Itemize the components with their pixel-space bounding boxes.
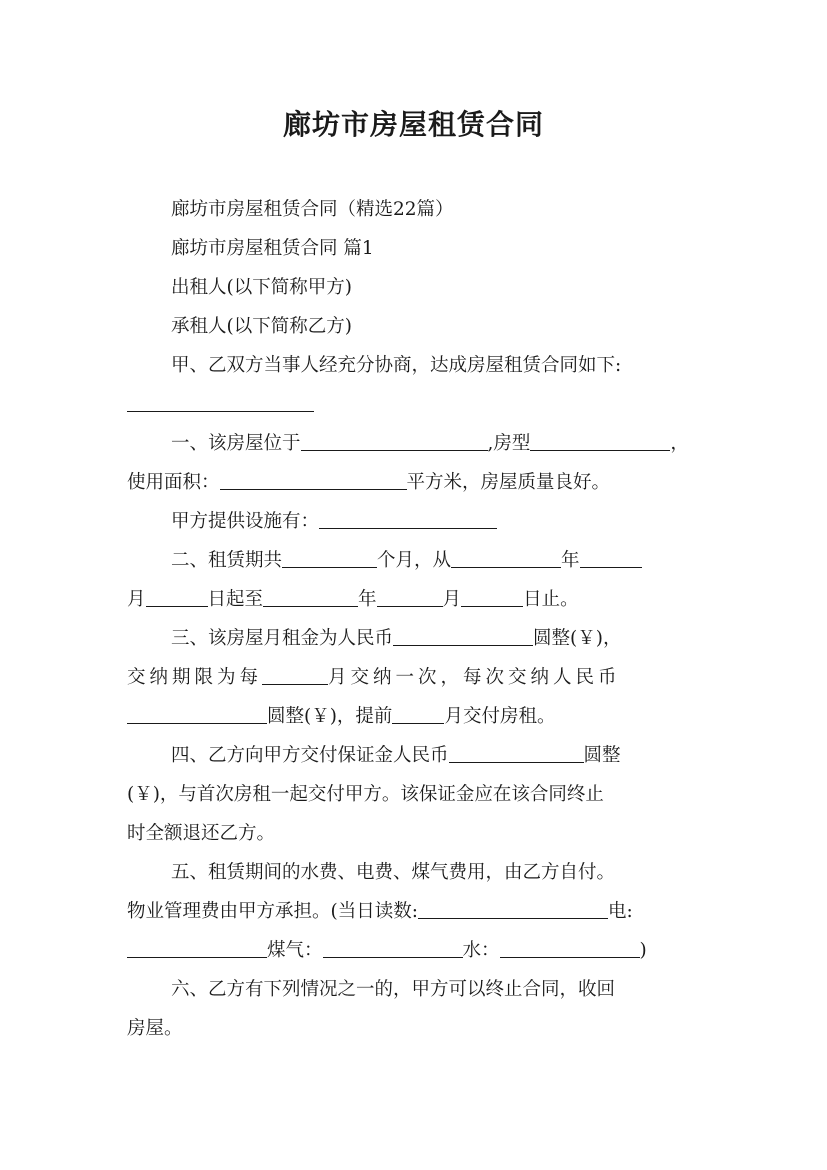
electric-reading-field[interactable] [127, 939, 267, 958]
clause-2-text-e: 日起至 [207, 589, 264, 610]
clause-2-text-d: 月 [127, 589, 146, 610]
end-year-field[interactable] [263, 588, 358, 607]
lease-months-field[interactable] [282, 549, 377, 568]
clause-1-line-2 [127, 463, 705, 502]
clause-5-line-2 [127, 892, 705, 931]
monthly-rent-field[interactable] [393, 627, 533, 646]
clause-5-text-d: 煤气： [267, 940, 323, 961]
facilities-field[interactable] [319, 510, 497, 529]
end-month-field[interactable] [377, 588, 443, 607]
document-title: 廊坊市房屋租赁合同 [282, 108, 544, 141]
clause-2-text-h: 日止。 [523, 589, 579, 610]
intro-line-2: 廊坊市房屋租赁合同 篇1 [171, 238, 374, 259]
clause-1-text-e: 平方米，房屋质量良好。 [406, 472, 611, 493]
clause-3-text-e: 圆整(￥)，提前 [267, 706, 393, 727]
clause-2-line-2 [127, 580, 705, 619]
deposit-field[interactable] [449, 744, 584, 763]
clause-2-text-b: 个月，从 [377, 550, 452, 571]
clause-3-text-b: 圆整(￥)， [533, 628, 622, 649]
clause-5-line-1: 五、租赁期间的水费、电费、煤气费用，由乙方自付。 [171, 862, 616, 883]
area-field[interactable] [220, 471, 407, 490]
clause-2-text-g: 月 [442, 589, 462, 610]
clause-1-line-1 [127, 424, 705, 463]
clause-2-text-c: 年 [561, 550, 580, 571]
clause-3-line-3 [127, 697, 705, 736]
clause-2-text-a: 二、租赁期共 [171, 550, 283, 571]
clause-1-text-a: 一、该房屋位于 [171, 433, 301, 454]
gas-reading-field[interactable] [323, 939, 463, 958]
advance-months-field[interactable] [392, 705, 444, 724]
blank-line [127, 385, 705, 424]
clause-3-text-c: 交纳期限为每 [127, 667, 263, 688]
clause-3-line-2 [127, 658, 705, 697]
start-month-field[interactable] [580, 549, 642, 568]
start-day-field[interactable] [146, 588, 208, 607]
start-year-field[interactable] [451, 549, 561, 568]
clause-6-line-1: 六、乙方有下列情况之一的，甲方可以终止合同，收回 [171, 979, 616, 1000]
lessor-line: 出租人(以下简称甲方) [171, 277, 352, 298]
clause-2-text-f: 年 [358, 589, 377, 610]
payment-interval-field[interactable] [262, 666, 328, 685]
clause-1-text-f: 甲方提供设施有： [171, 511, 320, 532]
clause-5-text-b: 物业管理费由甲方承担。(当日读数: [127, 901, 418, 922]
clause-5-text-f: ) [639, 940, 647, 961]
lessee-line: 承租人(以下简称乙方) [171, 316, 352, 337]
clause-4-line-2: (￥)，与首次房租一起交付甲方。该保证金应在该合同终止 [127, 784, 604, 805]
address-field[interactable] [301, 432, 488, 451]
clause-5-text-c: 电: [607, 901, 633, 922]
clause-2-line-1 [127, 541, 705, 580]
clause-3-text-d: 月交纳一次，每次交纳人民币 [328, 667, 621, 688]
meter-reading-field[interactable] [418, 900, 608, 919]
document-body [127, 190, 705, 1048]
clause-3-text-a: 三、该房屋月租金为人民币 [171, 628, 394, 649]
clause-1-text-d: 使用面积： [127, 472, 220, 493]
clause-5-text-e: 水： [462, 940, 500, 961]
water-reading-field[interactable] [500, 939, 640, 958]
clause-4-line-3: 时全额退还乙方。 [127, 823, 276, 844]
room-type-field[interactable] [530, 432, 670, 451]
clause-3-text-f: 月交付房租。 [444, 706, 556, 727]
clause-4-line-1 [127, 736, 705, 775]
blank-field[interactable] [127, 393, 314, 412]
clause-1-line-3 [127, 502, 705, 541]
clause-1-text-b: ,房型 [487, 433, 531, 454]
end-day-field[interactable] [461, 588, 523, 607]
clause-4-text-a: 四、乙方向甲方交付保证金人民币 [171, 745, 449, 766]
clause-4-text-b: 圆整 [583, 745, 621, 766]
payment-amount-field[interactable] [127, 705, 267, 724]
clause-6-line-2: 房屋。 [127, 1018, 183, 1039]
clause-5-line-3 [127, 931, 705, 970]
agreement-line: 甲、乙双方当事人经充分协商，达成房屋租赁合同如下: [171, 355, 622, 376]
intro-line-1: 廊坊市房屋租赁合同（精选22篇） [171, 199, 454, 220]
clause-3-line-1 [127, 619, 705, 658]
clause-1-text-c: ， [670, 433, 689, 454]
